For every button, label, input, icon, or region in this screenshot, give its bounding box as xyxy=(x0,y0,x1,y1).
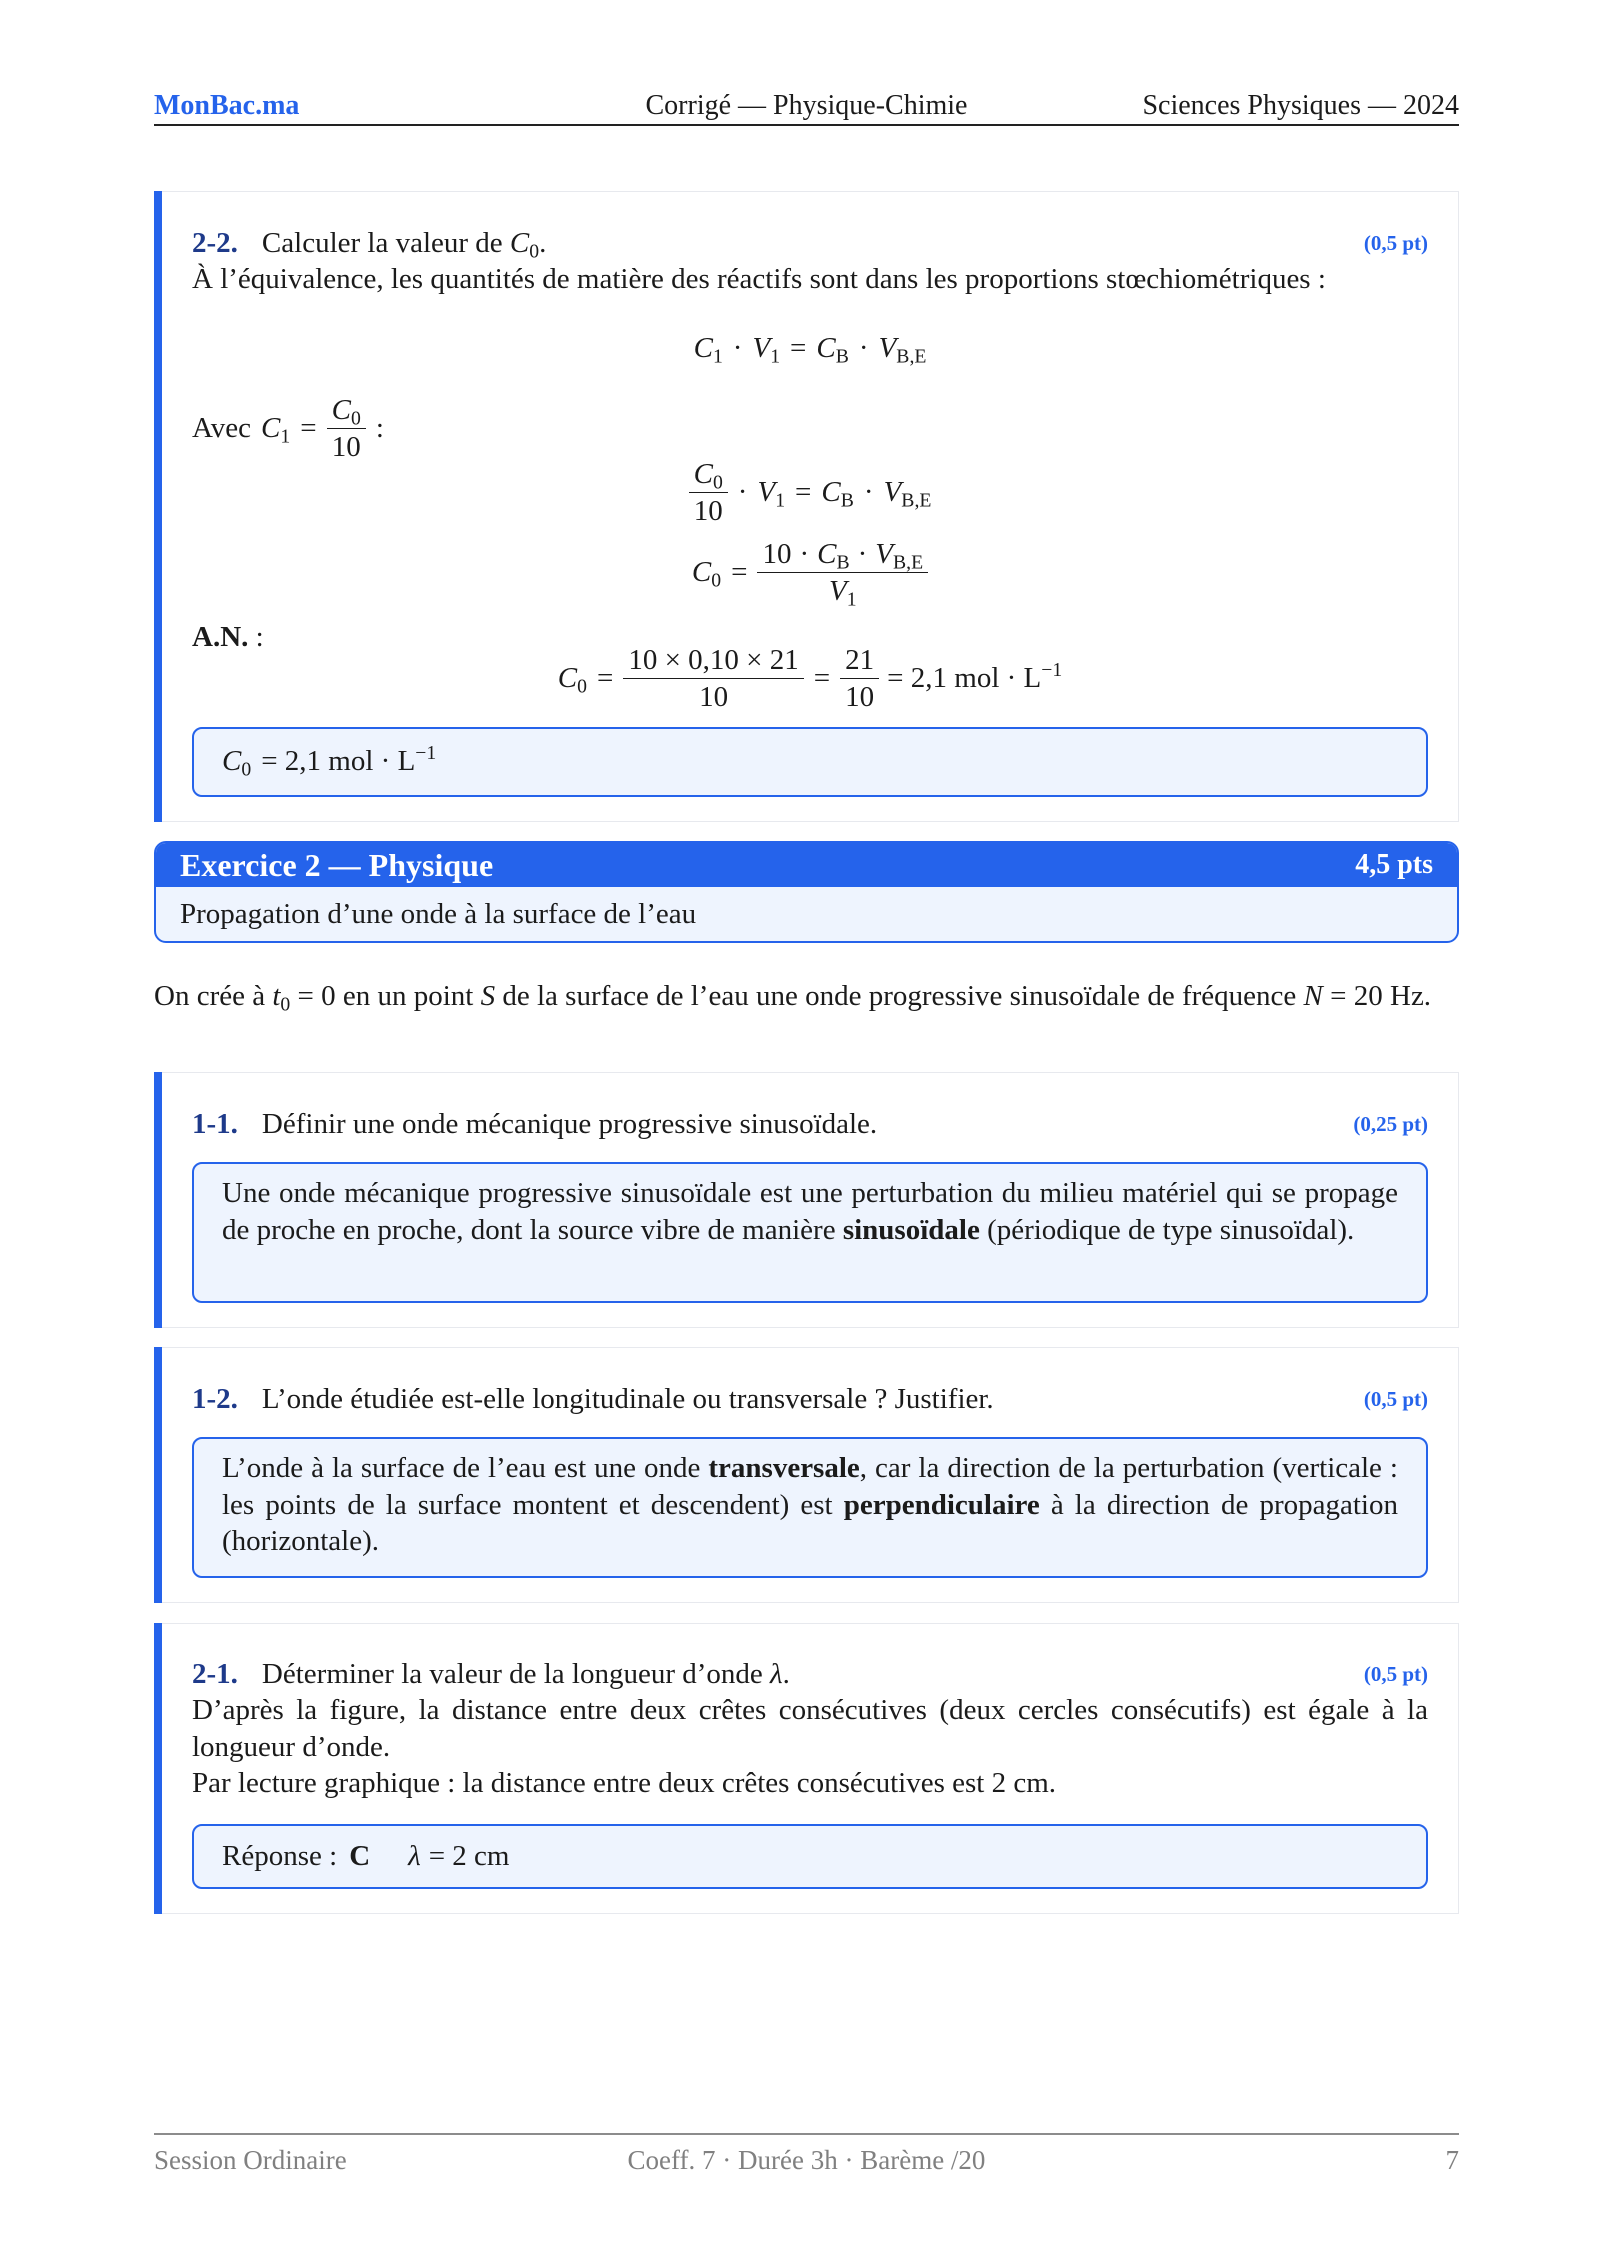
question-title xyxy=(192,1656,1428,1692)
question-title xyxy=(192,1381,1428,1417)
fraction xyxy=(623,643,803,714)
math-variable: V xyxy=(757,476,776,508)
math-subscript: 0 xyxy=(711,569,722,592)
question-1-1-card xyxy=(154,1072,1459,1328)
answer-text: (périodique de type sinusoïdal). xyxy=(979,1213,1355,1246)
question-text: Calculer la valeur de xyxy=(261,227,510,259)
math-variable: C xyxy=(821,476,841,508)
question-text: Déterminer la valeur de la longueur d’onde xyxy=(261,1658,771,1690)
question-text: L’onde étudiée est-elle longitudinale ou transversale ? Justifier. xyxy=(261,1383,994,1415)
solution-line: Par lecture graphique : la distance entre deux crêtes consécutives est 2 cm. xyxy=(192,1767,1057,1799)
intro-text: = 20 Hz. xyxy=(1322,980,1432,1012)
equals-sign: = xyxy=(731,556,748,588)
math-variable: C xyxy=(693,332,713,364)
header-divider xyxy=(154,124,1459,126)
points-badge: (0,25 pt) xyxy=(1353,1112,1428,1136)
points-badge: (0,5 pt) xyxy=(1363,1387,1428,1411)
question-text: Définir une onde mécanique progressive sinusoïdale. xyxy=(261,1108,878,1140)
equivalence-intro: À l’équivalence, les quantités de matière des réactifs sont dans les proportions stœchiométriques : xyxy=(192,263,1326,295)
math-term xyxy=(261,410,290,446)
math-subscript: 1 xyxy=(775,489,786,512)
fraction-numerator xyxy=(757,537,928,573)
math-variable: λ xyxy=(770,1658,783,1690)
math-term xyxy=(692,554,721,590)
answer-choice: C xyxy=(349,1840,371,1872)
result-value xyxy=(887,660,1062,696)
math-superscript: −1 xyxy=(415,742,437,765)
question-title xyxy=(192,1106,1428,1142)
answer-emphasis: perpendiculaire xyxy=(843,1488,1040,1521)
question-title xyxy=(192,225,1428,261)
exercise-title: Exercice 2 — Physique xyxy=(180,847,494,883)
card-accent-bar xyxy=(154,1347,162,1603)
math-variable: V xyxy=(828,574,847,607)
question-tail: . xyxy=(782,1658,790,1690)
dot-operator: · xyxy=(857,537,868,570)
math-term xyxy=(884,474,932,510)
math-term xyxy=(757,474,785,510)
answer-value: = 2 cm xyxy=(428,1840,510,1872)
math-variable: C xyxy=(331,393,351,426)
fraction-numerator: 10 × 0,10 × 21 xyxy=(623,643,803,679)
math-subscript: 0 xyxy=(280,993,291,1016)
math-subscript: B,E xyxy=(893,551,924,574)
answer-label: Réponse : xyxy=(222,1840,338,1872)
math-term xyxy=(752,330,780,366)
fraction-numerator xyxy=(327,393,366,429)
answer-box xyxy=(192,1824,1428,1889)
question-number: 2-2. xyxy=(192,227,238,259)
solution-line: D’après la figure, la distance entre deux crêtes consécutives (deux cercles consécutifs) est égale à la longueur d’onde. xyxy=(192,1694,1428,1763)
question-1-2-card xyxy=(154,1347,1459,1603)
exercise-title-band xyxy=(156,843,1457,887)
answer-value: = 2,1 mol · L xyxy=(261,745,416,777)
math-subscript: 1 xyxy=(712,345,723,368)
intro-text: = 0 en un point xyxy=(290,980,481,1012)
question-2-2-card xyxy=(154,191,1459,822)
math-subscript: 1 xyxy=(770,345,781,368)
math-subscript: 0 xyxy=(350,407,361,430)
question-2-1-card xyxy=(154,1623,1459,1914)
dot-operator: · xyxy=(863,476,874,508)
exercise-intro xyxy=(154,978,1459,1016)
equals-sign: = xyxy=(596,662,614,694)
fraction xyxy=(757,537,928,611)
math-variable: C xyxy=(817,537,837,570)
header-subject: Sciences Physiques — 2024 xyxy=(1142,90,1459,121)
footer-divider xyxy=(154,2133,1459,2135)
question-tail: . xyxy=(539,227,547,259)
math-variable: V xyxy=(878,332,897,364)
numerical-application xyxy=(192,640,1428,716)
points-badge: (0,5 pt) xyxy=(1363,231,1428,255)
math-variable: V xyxy=(875,537,893,570)
answer-emphasis: transversale xyxy=(708,1452,860,1484)
colon: : xyxy=(375,412,384,444)
math-subscript: 0 xyxy=(529,240,540,263)
question-number: 1-1. xyxy=(192,1108,238,1140)
math-number: 10 xyxy=(762,537,792,570)
page-footer xyxy=(154,2142,1459,2178)
fraction xyxy=(327,393,366,464)
footer-info: Coeff. 7 · Durée 3h · Barème /20 xyxy=(627,2145,986,2175)
answer-box xyxy=(192,727,1428,797)
card-accent-bar xyxy=(154,191,162,822)
fraction-denominator xyxy=(824,573,862,611)
math-subscript: B xyxy=(840,489,854,512)
math-subscript: B,E xyxy=(896,345,927,368)
math-variable: C xyxy=(693,457,713,490)
an-label: A.N. xyxy=(192,621,249,653)
math-variable: S xyxy=(480,980,496,1012)
question-number: 2-1. xyxy=(192,1658,238,1690)
intro-text: de la surface de l’eau une onde progressive sinusoïdale de fréquence xyxy=(495,980,1304,1012)
card-accent-bar xyxy=(154,1623,162,1914)
dot-operator: · xyxy=(737,476,748,508)
equals-sign: = xyxy=(790,332,807,364)
math-variable: C xyxy=(816,332,836,364)
fraction xyxy=(840,643,879,714)
math-term xyxy=(694,330,723,366)
answer-box xyxy=(192,1162,1428,1303)
fraction-numerator xyxy=(689,457,728,493)
card-accent-bar xyxy=(154,1072,162,1328)
math-subscript: 0 xyxy=(712,471,723,494)
solution-text xyxy=(192,1692,1428,1802)
equals-sign: = xyxy=(795,476,812,508)
math-variable: C xyxy=(691,556,712,588)
math-variable: λ xyxy=(408,1840,421,1872)
math-term xyxy=(879,330,927,366)
math-superscript: −1 xyxy=(1041,659,1063,682)
equals-sign: = xyxy=(300,412,317,444)
math-variable: C xyxy=(557,662,578,694)
math-subscript: 0 xyxy=(577,675,587,698)
math-term xyxy=(558,660,587,696)
math-term xyxy=(816,330,849,366)
intro-text: On crée à xyxy=(154,980,273,1012)
math-variable: N xyxy=(1303,980,1323,1012)
exercise-points: 4,5 pts xyxy=(1355,849,1433,880)
math-variable: C xyxy=(261,412,281,444)
question-number: 1-2. xyxy=(192,1383,238,1415)
footer-session: Session Ordinaire xyxy=(154,2145,347,2175)
fraction-denominator: 10 xyxy=(845,680,875,713)
math-subscript: B xyxy=(835,345,849,368)
dot-operator: · xyxy=(732,332,743,364)
brand-logo-text: MonBac.ma xyxy=(154,90,300,121)
answer-text: , car la direction de la perturbation (verticale : les points de la surface montent et descendent) est xyxy=(222,1452,1398,1521)
answer-text: Une onde mécanique progressive sinusoïdale est une perturbation du milieu matériel qui se propage de proche en proche, dont la source vibre de manière xyxy=(222,1177,1398,1246)
math-subscript: B,E xyxy=(901,489,932,512)
dot-operator: · xyxy=(799,537,810,570)
fraction-denominator: 10 xyxy=(331,430,361,463)
math-subscript: B xyxy=(836,551,850,574)
result-text: = 2,1 mol · L xyxy=(887,662,1042,694)
fraction xyxy=(689,457,728,528)
header-title: Corrigé — Physique-Chimie xyxy=(645,90,968,121)
page-header xyxy=(154,88,1459,124)
dot-operator: · xyxy=(858,332,869,364)
page-number: 7 xyxy=(1445,2145,1459,2175)
equivalence-equation xyxy=(192,330,1428,366)
fraction-numerator: 21 xyxy=(840,643,879,679)
math-variable: V xyxy=(752,332,771,364)
math-variable: C xyxy=(509,227,530,259)
math-subscript: 0 xyxy=(241,758,252,781)
fraction-denominator: 10 xyxy=(699,680,729,713)
math-subscript: 1 xyxy=(280,425,291,448)
equals-sign: = xyxy=(813,662,831,694)
math-variable: t xyxy=(272,980,281,1012)
points-badge: (0,5 pt) xyxy=(1363,1662,1428,1686)
avec-label: Avec xyxy=(192,412,252,444)
an-colon: : xyxy=(248,621,264,653)
substituted-equation xyxy=(192,454,1428,530)
math-subscript: 1 xyxy=(846,588,857,611)
math-term xyxy=(821,474,854,510)
answer-box xyxy=(192,1437,1428,1578)
answer-text: L’onde à la surface de l’eau est une onde xyxy=(222,1452,709,1484)
math-variable: C xyxy=(222,745,242,777)
answer-emphasis: sinusoïdale xyxy=(842,1213,980,1246)
fraction-denominator: 10 xyxy=(693,494,723,527)
answer-text: à la direction de propagation (horizontale). xyxy=(222,1488,1398,1557)
exercise-subtitle: Propagation d’une onde à la surface de l’eau xyxy=(180,898,697,930)
c0-formula xyxy=(192,534,1428,610)
math-variable: V xyxy=(883,476,902,508)
exercise-2-header xyxy=(154,841,1459,943)
